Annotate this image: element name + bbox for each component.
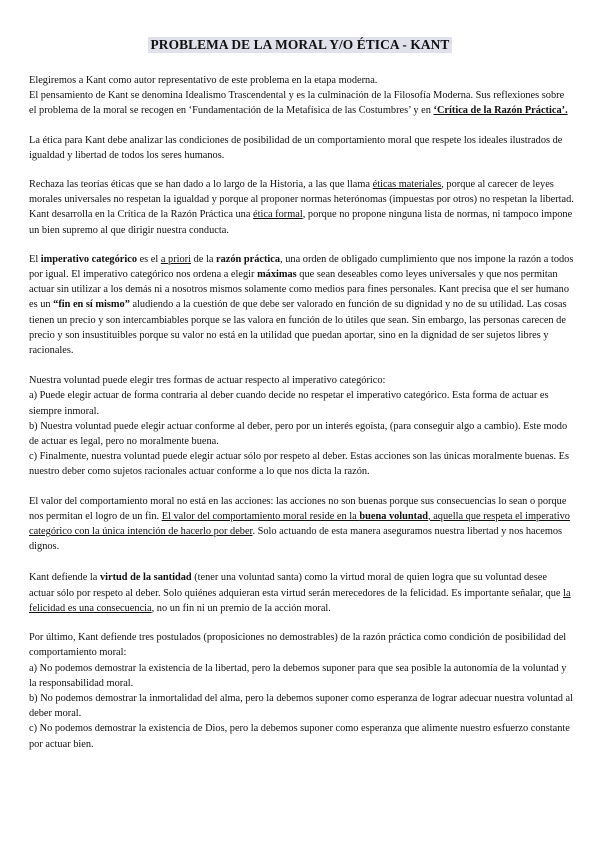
term-categorical-imperative: imperativo categórico <box>40 253 137 265</box>
forms-intro: Nuestra voluntad puede elegir tres formas de actuar respecto al imperativo categórico: <box>29 375 386 387</box>
postulate-a: a) No podemos demostrar la existencia de la libertad, pero la debemos suponer para que sea posible la autonomía de la voluntad y la responsabilidad moral. <box>29 662 567 689</box>
term-end-in-itself: “fin en sí mismo” <box>53 299 130 311</box>
paragraph-material-formal-ethics <box>29 177 574 238</box>
text-segment: aludiendo a la cuestión de que debe ser valorado en función de su dignidad y no de su utilidad. Las cosas tienen un precio y son intercambiables porque se las valora en función de lo útiles que sean. Sin embargo, las personas carecen de precio y son insustituibles porque su valor no está en la utilidad que puedan aportar, sino en la dignidad de ser sujetos libres y racionales. <box>29 299 567 357</box>
postulate-c: c) No podemos demostrar la existencia de Dios, pero la debemos suponer como esperanza que alimente nuestro esfuerzo constante por actuar bien. <box>29 723 570 750</box>
term-happiness-consequence: la felicidad es una consecuencia <box>29 587 571 614</box>
term-formal-ethics: ética formal <box>253 209 303 221</box>
postulate-b: b) No podemos demostrar la inmortalidad del alma, pero la debemos suponer como esperanza de lograr adecuar nuestra voluntad al deber moral. <box>29 692 574 720</box>
underlined-segment: , aquella que respeta el imperativo categórico con la única intención de hacerlo por deber <box>29 510 570 538</box>
ethics-definition-text: La ética para Kant debe analizar las condiciones de posibilidad de un comportamiento moral que respete los ideales ilustrados de igualdad y libertad de todos los seres humanos. <box>29 134 563 161</box>
text-segment: . Solo actuando de esta manera aseguramos nuestra libertad y nos hacemos dignos. <box>29 526 563 553</box>
text-segment: El valor del comportamiento moral no está en las acciones: las acciones no son buenas porque sus consecuencias lo sean o porque nos permitan el logro de un fin. <box>29 495 567 522</box>
term-practical-reason: razón práctica <box>216 253 281 265</box>
form-b: b) Nuestra voluntad puede elegir actuar conforme al deber, pero por un interés egoísta, (para conseguir algo a cambio). Este modo de actuar es legal, pero no moralmente buena. <box>29 420 568 448</box>
text-segment: Kant defiende la <box>29 572 100 584</box>
text-segment: Rechaza las teorías éticas que se han dado a lo largo de la Historia, a las que llama <box>29 179 373 191</box>
text-segment: que sean deseables como leyes universales y que nos permitan actuar sin utilizar a los demás ni a nosotros mismos solamente como medios para fines personales. Kant precisa que el ser humano es un <box>29 269 570 311</box>
text-segment: de la <box>191 253 217 265</box>
term-maxims: máximas <box>257 269 297 281</box>
text-segment: , porque al carecer de leyes morales universales no respetan la igualdad y porque al proponer normas heterónomas (impuestas por otros) no respetan la libertad. Kant desarrolla en la Crítica de la Razón Práctica una <box>29 179 574 221</box>
page-title <box>0 37 600 53</box>
text-segment: , no un fin ni un premio de la acción moral. <box>151 602 331 614</box>
form-c: c) Finalmente, nuestra voluntad puede elegir actuar sólo por respeto al deber. Estas acciones son las únicas moralmente buenas. Es nuestro deber como sujetos racionales actuar conforme a lo que nos dicta la razón. <box>29 451 569 478</box>
work-title: ‘Crítica de la Razón Práctica’. <box>433 105 568 117</box>
term-a-priori: a priori <box>160 253 192 265</box>
paragraph-intro <box>29 73 574 119</box>
document-body <box>29 73 574 766</box>
paragraph-virtue-of-holiness <box>29 570 574 616</box>
text-segment: El <box>29 253 41 265</box>
text-segment: , porque no propone ninguna lista de normas, ni tampoco impone un bien supremo al que dirigir nuestra conducta. <box>29 209 573 236</box>
paragraph-forms-of-acting <box>29 373 574 479</box>
paragraph-categorical-imperative <box>29 252 574 358</box>
form-a: a) Puede elegir actuar de forma contraria al deber cuando decide no respetar el imperativo categórico. Esta forma de actuar es siempre inmoral. <box>29 390 549 417</box>
intro-line-2: El pensamiento de Kant se denomina Idealismo Trascendental y es la culminación de la Filosofía Moderna. Sus reflexiones sobre el problema de la moral se recogen en ‘Fundamentación de la Metafísica de las Costumbres’ y en <box>29 90 565 117</box>
paragraph-ethics-definition <box>29 133 574 163</box>
paragraph-postulates <box>29 630 574 752</box>
intro-line-1: Elegiremos a Kant como autor representativo de este problema en la etapa moderna. <box>29 75 378 86</box>
text-segment: es el <box>137 253 161 265</box>
postulates-intro: Por último, Kant defiende tres postulados (proposiciones no demostrables) de la razón práctica como condición de posibilidad del comportamiento moral: <box>29 632 567 659</box>
term-good-will: buena voluntad <box>359 510 429 522</box>
term-virtue-of-holiness: virtud de la santidad <box>99 572 192 584</box>
title-text: PROBLEMA DE LA MORAL Y/O ÉTICA - KANT <box>148 37 453 53</box>
paragraph-good-will <box>29 494 574 555</box>
underlined-segment: El valor del comportamiento moral reside en la <box>161 510 360 522</box>
text-segment: (tener una voluntad santa) como la virtud moral de quien logra que su voluntad desee actuar sólo por respeto al deber. Solo quiénes adquieran esta virtud serán merecedores de la felicidad. Es importante señalar, que <box>29 572 564 599</box>
term-material-ethics: éticas materiales <box>372 179 442 191</box>
text-segment: , una orden de obligado cumplimiento que nos impone la razón a todos por igual. El imperativo categórico nos ordena a elegir <box>29 253 574 281</box>
